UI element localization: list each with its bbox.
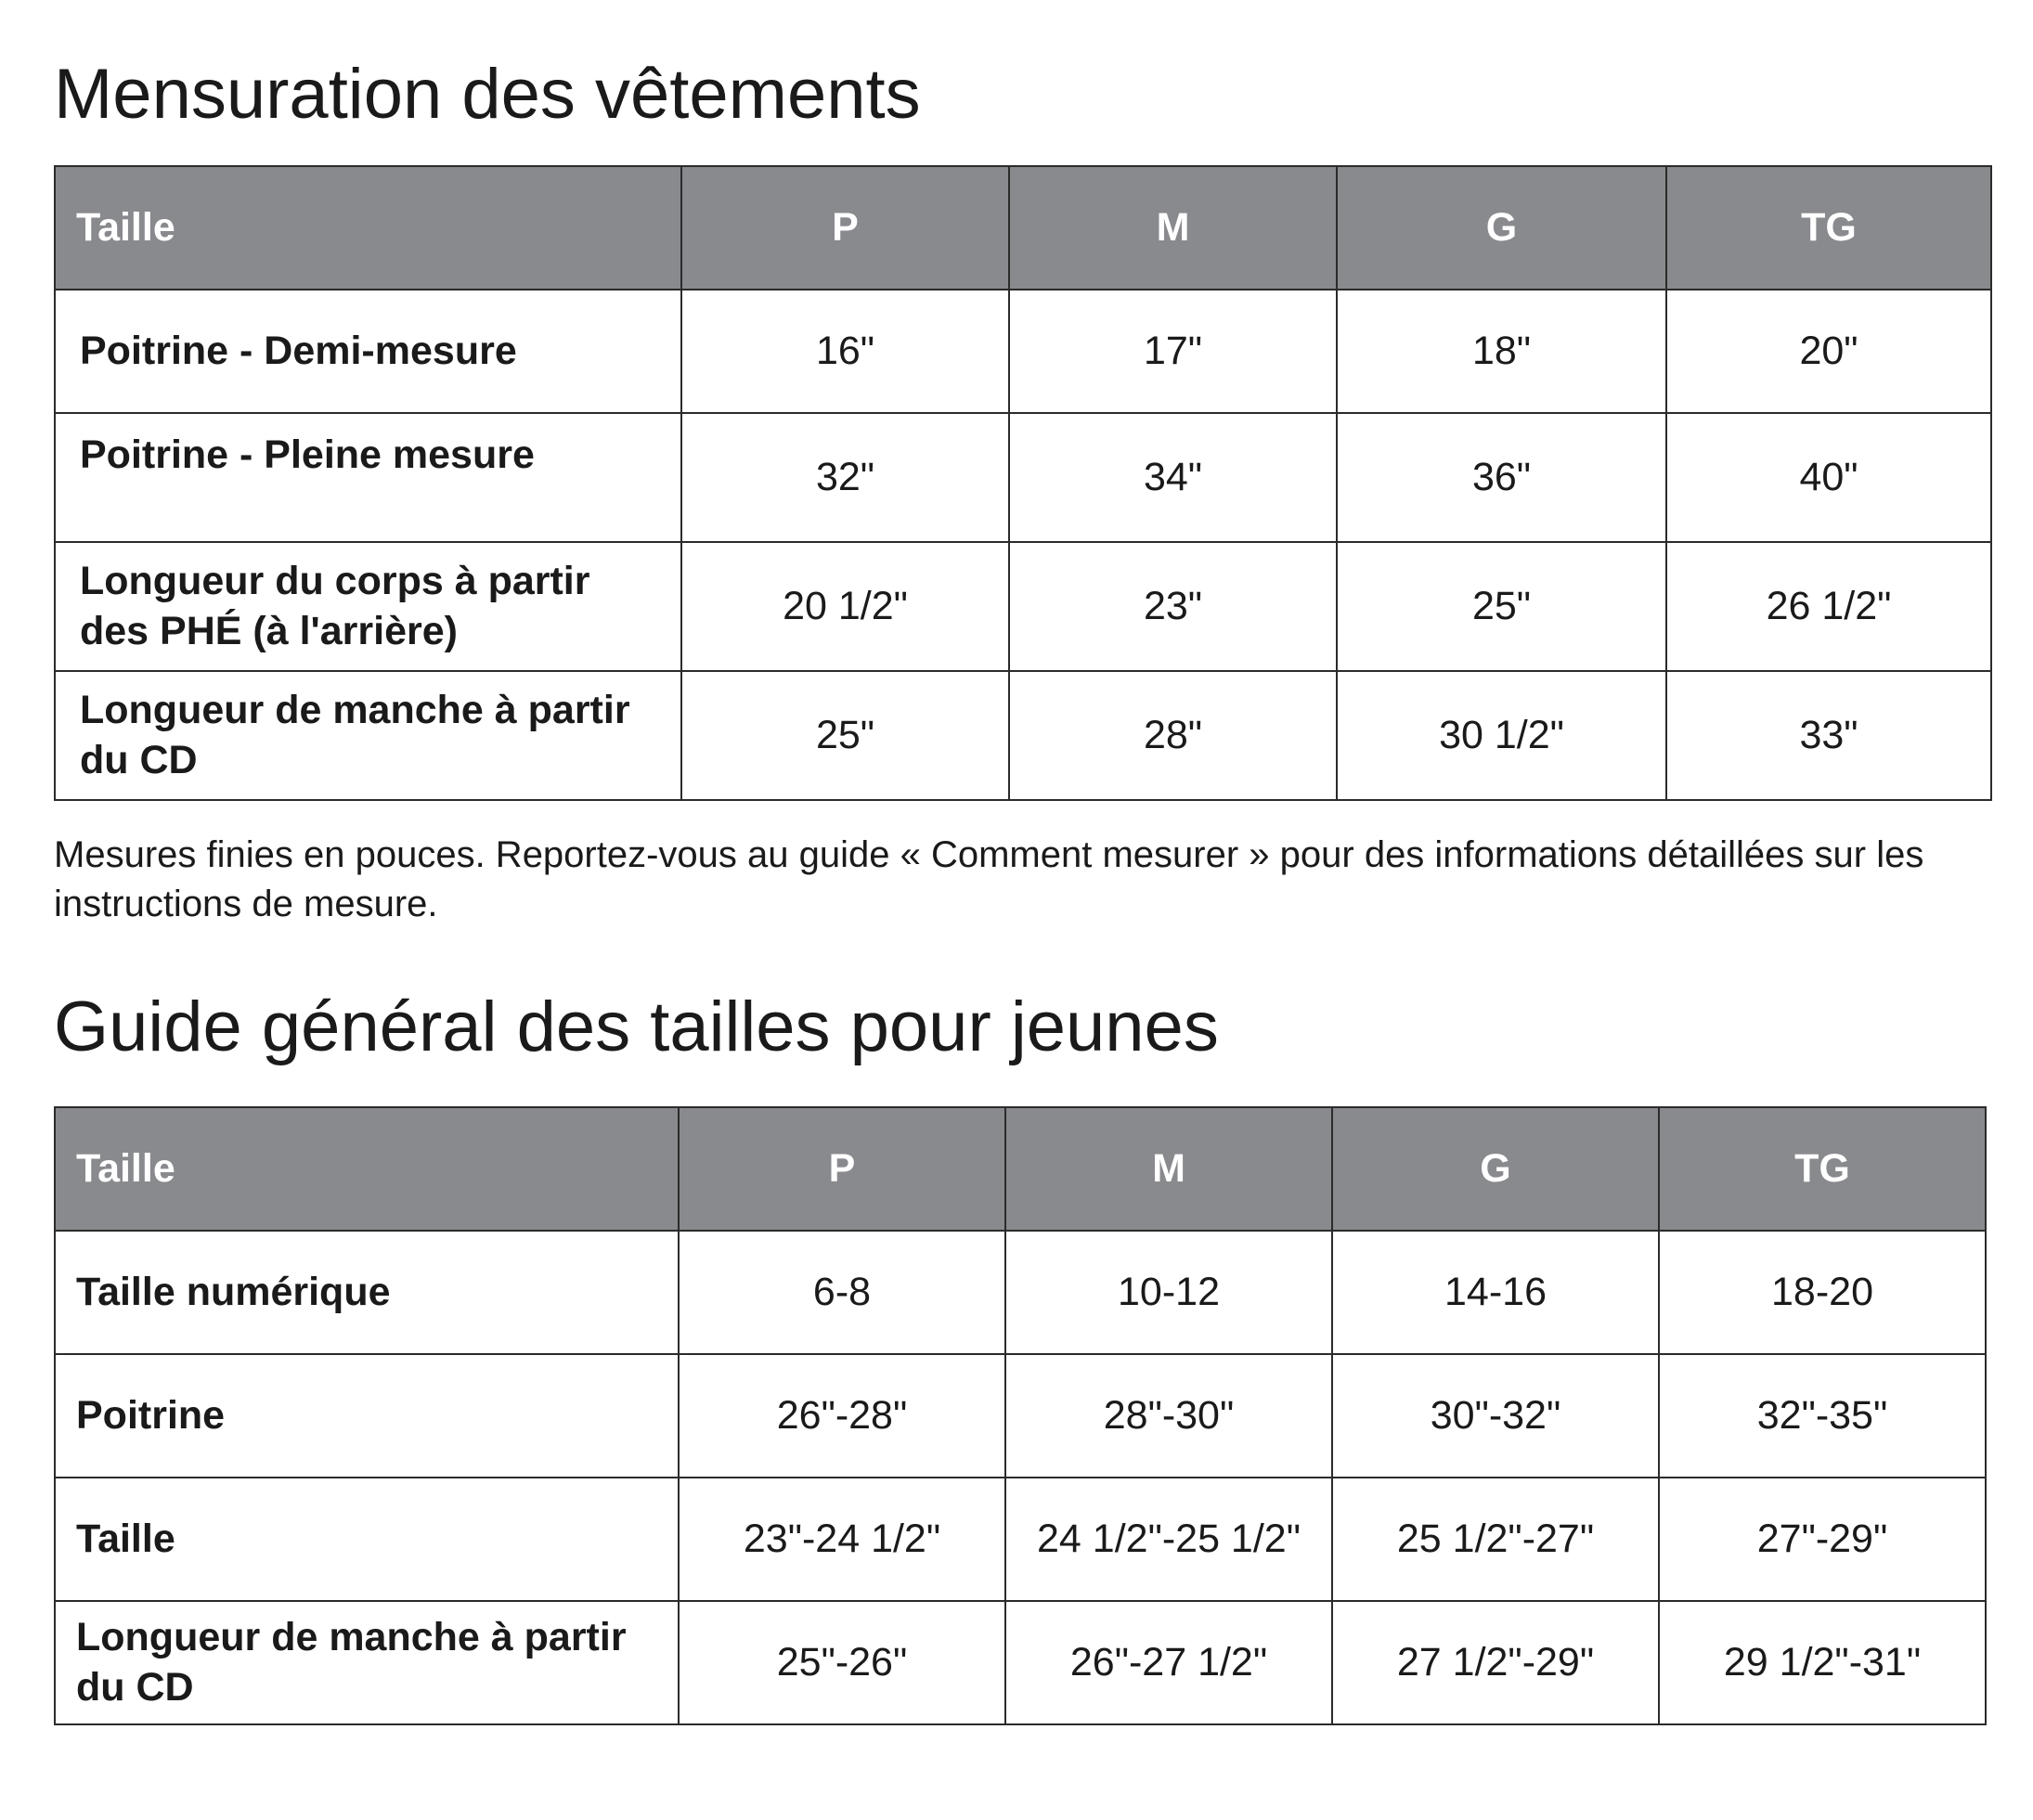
- section-title-garment-measurements: Mensuration des vêtements: [54, 55, 921, 134]
- table-cell: 32"-35": [1659, 1354, 1986, 1478]
- table-cell: 24 1/2"-25 1/2": [1005, 1478, 1332, 1601]
- table-cell: 10-12: [1005, 1231, 1332, 1354]
- table-row: [55, 290, 1991, 413]
- table-cell: 23": [1009, 542, 1337, 671]
- table-row: [55, 413, 1991, 542]
- table-cell: 23"-24 1/2": [679, 1478, 1005, 1601]
- table-cell: 14-16: [1332, 1231, 1659, 1354]
- table-cell: 25 1/2"-27": [1332, 1478, 1659, 1601]
- row-label: Poitrine: [55, 1354, 679, 1478]
- row-label: Longueur du corps à partir des PHÉ (à l'arrière): [55, 542, 681, 671]
- table-row: [55, 1478, 1986, 1601]
- table-cell: 40": [1666, 413, 1991, 542]
- row-label: Poitrine - Pleine mesure: [55, 413, 681, 542]
- header-cell-p: P: [681, 166, 1009, 290]
- header-cell-m: M: [1005, 1107, 1332, 1231]
- table-cell: 18": [1337, 290, 1666, 413]
- table-row: [55, 542, 1991, 671]
- row-label: Poitrine - Demi-mesure: [55, 290, 681, 413]
- youth-size-guide-table: [54, 1106, 1987, 1725]
- row-label: Taille numérique: [55, 1231, 679, 1354]
- table-row: [55, 1354, 1986, 1478]
- measurement-footnote: Mesures finies en pouces. Reportez-vous au guide « Comment mesurer » pour des informations détaillées sur les instructions de mesure.: [54, 834, 1924, 924]
- table-cell: 36": [1337, 413, 1666, 542]
- table-cell: 18-20: [1659, 1231, 1986, 1354]
- header-cell-tg: TG: [1659, 1107, 1986, 1231]
- table-cell: 28": [1009, 671, 1337, 800]
- header-cell-g: G: [1332, 1107, 1659, 1231]
- table-cell: 30 1/2": [1337, 671, 1666, 800]
- header-cell-m: M: [1009, 166, 1337, 290]
- table-row: [55, 1601, 1986, 1724]
- table-header-row: [55, 166, 1991, 290]
- table-cell: 27 1/2"-29": [1332, 1601, 1659, 1724]
- table-cell: 25": [1337, 542, 1666, 671]
- header-cell-size: Taille: [55, 1107, 679, 1231]
- table-cell: 6-8: [679, 1231, 1005, 1354]
- table-cell: 32": [681, 413, 1009, 542]
- table-row: [55, 671, 1991, 800]
- table-row: [55, 1231, 1986, 1354]
- header-cell-g: G: [1337, 166, 1666, 290]
- header-cell-tg: TG: [1666, 166, 1991, 290]
- table-cell: 33": [1666, 671, 1991, 800]
- table-cell: 20 1/2": [681, 542, 1009, 671]
- table-cell: 26"-27 1/2": [1005, 1601, 1332, 1724]
- table-cell: 26"-28": [679, 1354, 1005, 1478]
- table-cell: 25": [681, 671, 1009, 800]
- row-label: Longueur de manche à partir du CD: [55, 671, 681, 800]
- section-title-youth-size-guide: Guide général des tailles pour jeunes: [54, 987, 1219, 1066]
- table-cell: 28"-30": [1005, 1354, 1332, 1478]
- table-cell: 17": [1009, 290, 1337, 413]
- table-header-row: [55, 1107, 1986, 1231]
- table-cell: 25"-26": [679, 1601, 1005, 1724]
- garment-measurements-table: [54, 165, 1992, 801]
- header-cell-p: P: [679, 1107, 1005, 1231]
- table-cell: 20": [1666, 290, 1991, 413]
- table-cell: 34": [1009, 413, 1337, 542]
- row-label: Taille: [55, 1478, 679, 1601]
- table-cell: 29 1/2"-31": [1659, 1601, 1986, 1724]
- table-cell: 26 1/2": [1666, 542, 1991, 671]
- table-cell: 16": [681, 290, 1009, 413]
- table-cell: 30"-32": [1332, 1354, 1659, 1478]
- row-label: Longueur de manche à partir du CD: [55, 1601, 679, 1724]
- header-cell-size: Taille: [55, 166, 681, 290]
- table-cell: 27"-29": [1659, 1478, 1986, 1601]
